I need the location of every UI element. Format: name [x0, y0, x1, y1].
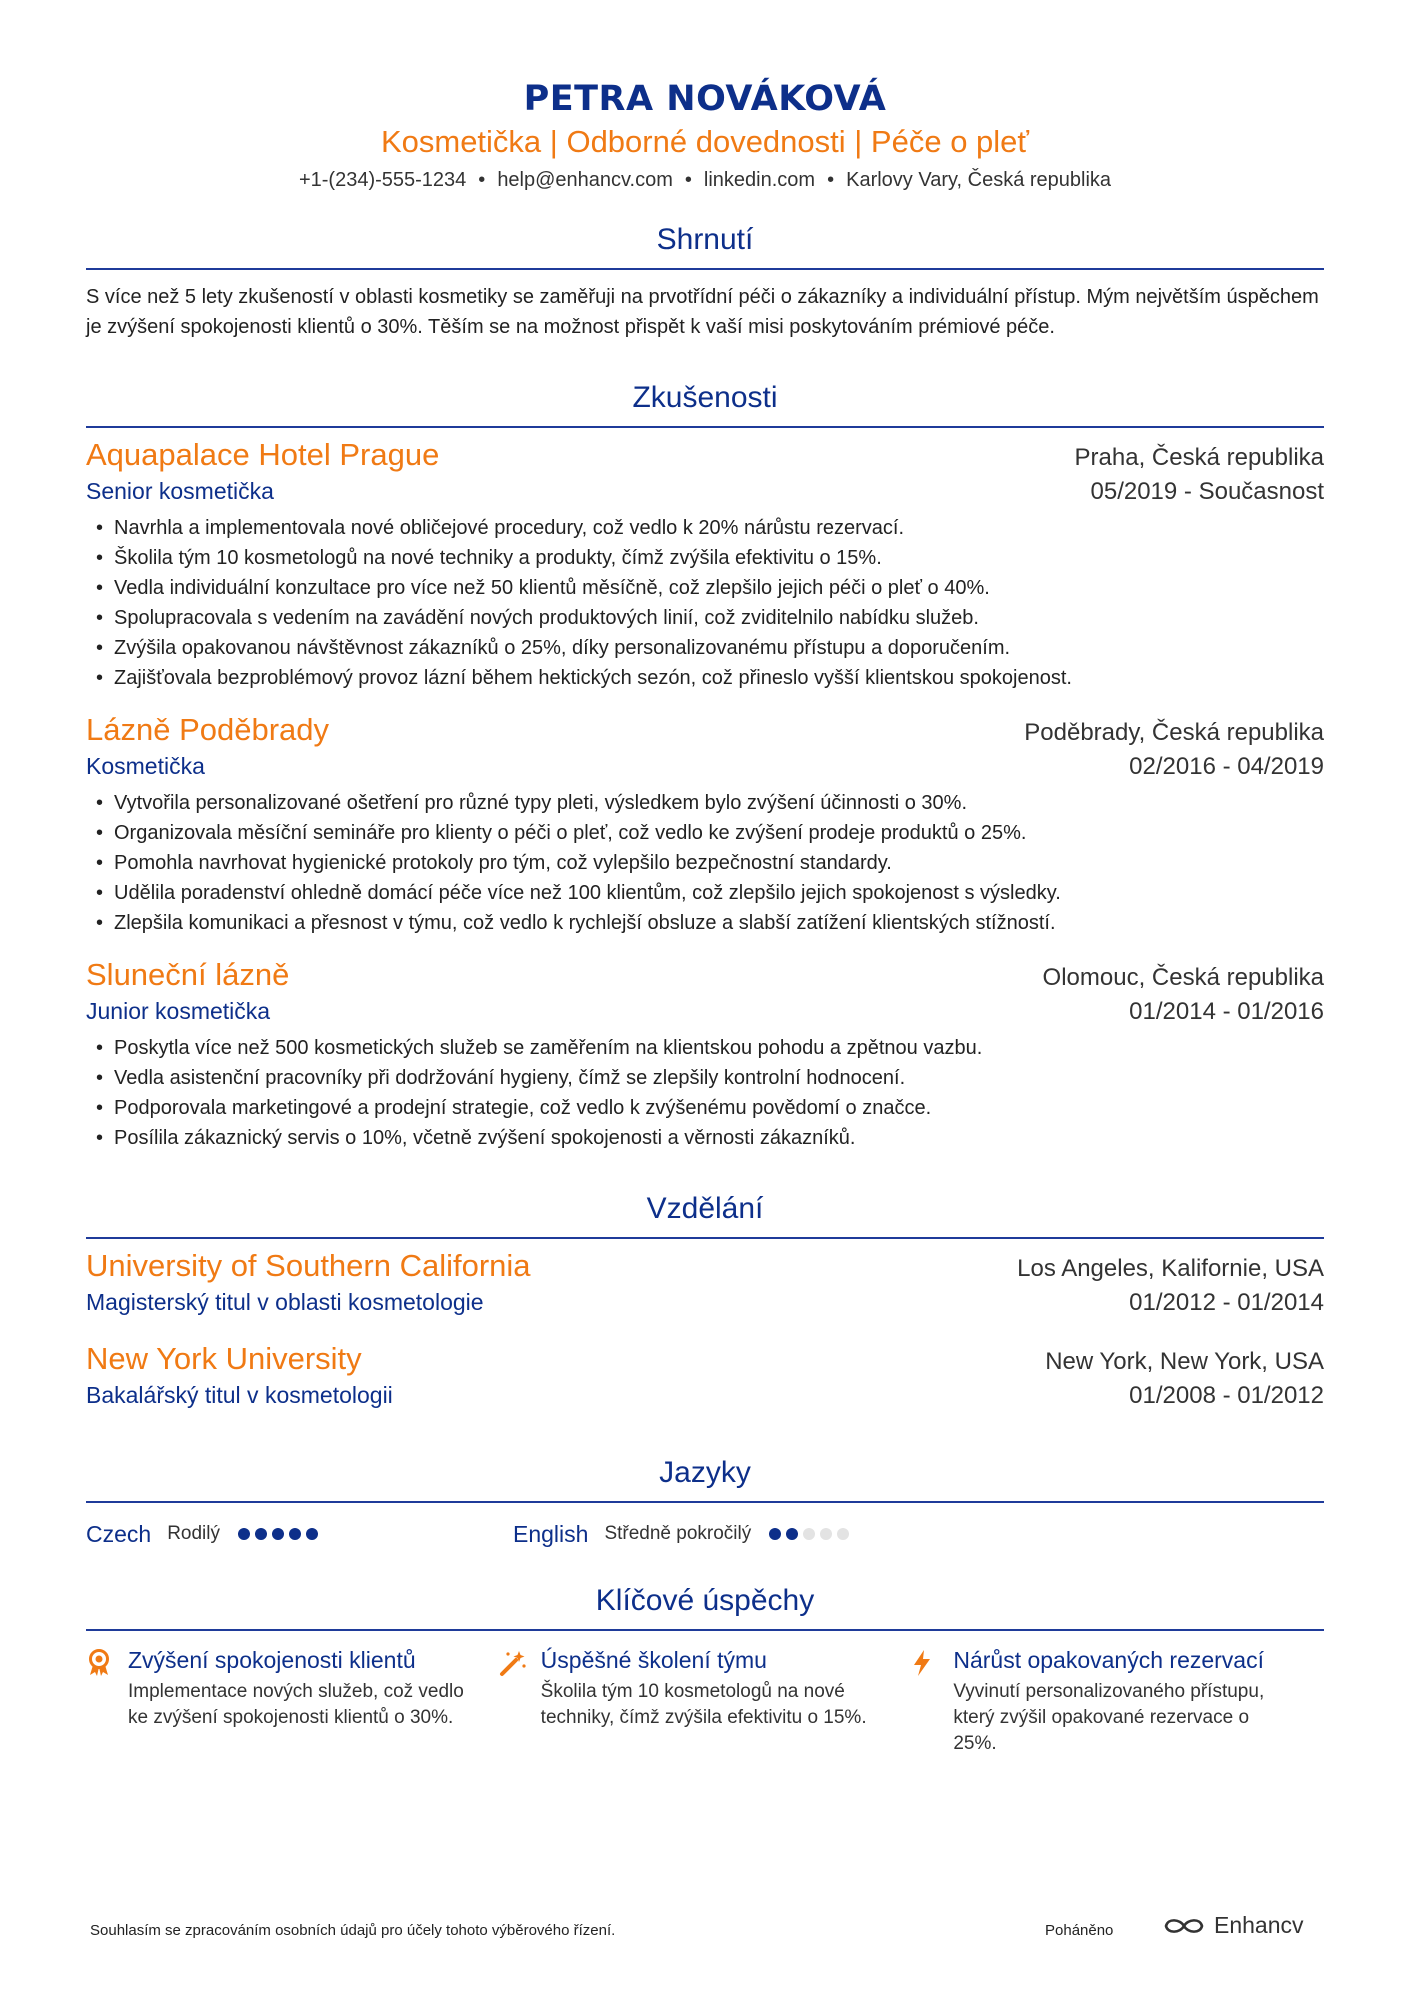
employer-name: Lázně Poděbrady [86, 712, 330, 747]
list-item: • Podporovala marketingové a prodejní strategie, což vedlo k zvýšenému povědomí o značce. [86, 1093, 1324, 1123]
experience-entry [86, 436, 1324, 693]
education-section [86, 1189, 1324, 1413]
infinity-logo-icon [1162, 1915, 1206, 1937]
achievement-desc: Implementace nových služeb, což vedlo ke zvýšení spokojenosti klientů o 30%. [128, 1681, 464, 1728]
summary-section [86, 220, 1324, 342]
list-item: • Zlepšila komunikaci a přesnost v týmu, což vedlo k rychlejší obsluze a slabší zatížení klientských stížností. [86, 908, 1324, 938]
education-dates: 01/2012 - 01/2014 [1129, 1289, 1324, 1316]
achievement-title: Úspěšné školení týmu [540, 1647, 767, 1673]
list-item: • Poskytla více než 500 kosmetických služeb se zaměřením na klientskou pohodu a zpětnou vazbu. [86, 1033, 1324, 1063]
education-entry [86, 1340, 1324, 1413]
languages-list [86, 1517, 1324, 1551]
experience-entry [86, 711, 1324, 938]
job-dates: 02/2016 - 04/2019 [1129, 753, 1324, 780]
contact-location: Karlovy Vary, Česká republika [846, 169, 1112, 191]
award-ribbon-icon [86, 1645, 128, 1757]
consent-text: Souhlasím se zpracováním osobních údajů pro účely tohoto výběrového řízení. [90, 1922, 616, 1939]
job-title: Junior kosmetička [86, 998, 271, 1024]
experience-section [86, 378, 1324, 1153]
rating-dot-filled [786, 1528, 798, 1540]
language-level: Rodilý [167, 1523, 221, 1544]
list-item: • Pomohla navrhovat hygienické protokoly pro tým, což vylepšilo bezpečnostní standardy. [86, 848, 1324, 878]
powered-by-text: Poháněno [1045, 1922, 1114, 1939]
rating-dot-filled [272, 1528, 284, 1540]
languages-section [86, 1453, 1324, 1551]
candidate-name: PETRA NOVÁKOVÁ [523, 79, 887, 119]
separator: • [684, 169, 692, 191]
job-bullets [86, 788, 1324, 938]
rating-dot-filled [769, 1528, 781, 1540]
rating-dot-empty [820, 1528, 832, 1540]
brand-name: Enhancv [1214, 1912, 1304, 1938]
magic-wand-icon [499, 1645, 541, 1757]
list-item: • Spolupracovala s vedením na zavádění nových produktových linií, což zviditelnilo nabídku služeb. [86, 603, 1324, 633]
language-name: English [513, 1520, 589, 1547]
list-item: • Organizovala měsíční semináře pro klienty o péči o pleť, což vedlo ke zvýšení prodeje produktů o 25%. [86, 818, 1324, 848]
employer-name: Aquapalace Hotel Prague [86, 437, 440, 472]
achievement-desc: Vyvinutí personalizovaného přístupu, který zvýšil opakované rezervace o 25%. [953, 1681, 1265, 1754]
achievements-list [86, 1645, 1324, 1757]
job-bullets [86, 1033, 1324, 1153]
degree: Bakalářský titul v kosmetologii [86, 1382, 393, 1408]
list-item: • Zvýšila opakovanou návštěvnost zákazníků o 25%, díky personalizovanému přístupu a doporučením. [86, 633, 1324, 663]
achievements-section [86, 1581, 1324, 1757]
achievement-item [499, 1645, 912, 1757]
education-dates: 01/2008 - 01/2012 [1129, 1382, 1324, 1409]
language-rating [769, 1528, 849, 1540]
rating-dot-filled [306, 1528, 318, 1540]
school-location: New York, New York, USA [1045, 1348, 1324, 1375]
list-item: • Udělila poradenství ohledně domácí péče více než 100 klientům, což zlepšilo jejich spokojenost s výsledky. [86, 878, 1324, 908]
school-name: University of Southern California [86, 1248, 531, 1283]
resume-header [86, 0, 1324, 194]
achievement-title: Nárůst opakovaných rezervací [953, 1647, 1264, 1673]
job-dates: 01/2014 - 01/2016 [1129, 998, 1324, 1025]
education-entry [86, 1247, 1324, 1320]
contact-linkedin[interactable]: linkedin.com [703, 169, 816, 191]
job-location: Praha, Česká republika [1074, 444, 1324, 471]
rating-dot-filled [289, 1528, 301, 1540]
list-item: • Posílila zákaznický servis o 10%, včetně zvýšení spokojenosti a věrnosti zákazníků. [86, 1123, 1324, 1153]
contact-email[interactable]: help@enhancv.com [497, 169, 673, 191]
separator: • [478, 169, 486, 191]
experience-entry [86, 956, 1324, 1153]
language-level: Středně pokročilý [604, 1523, 752, 1544]
enhancv-logo[interactable] [1162, 1912, 1304, 1939]
list-item: • Vedla individuální konzultace pro více než 50 klientů měsíčně, což zlepšilo jejich péči o pleť o 40%. [86, 573, 1324, 603]
separator: • [827, 169, 835, 191]
employer-name: Sluneční lázně [86, 957, 290, 992]
achievement-item [86, 1645, 499, 1757]
summary-text: S více než 5 lety zkušeností v oblasti kosmetiky se zaměřuji na prvotřídní péči o zákazníky a individuální přístup. Mým největším úspěchem je zvýšení spokojenosti klientů o 30%. Těším se na možnost přispět k vaší misi poskytováním prémiové péče. [86, 286, 1319, 338]
rating-dot-empty [837, 1528, 849, 1540]
section-title-languages: Jazyky [86, 1453, 1324, 1503]
job-dates: 05/2019 - Současnost [1090, 478, 1324, 505]
rating-dot-empty [803, 1528, 815, 1540]
rating-dot-filled [238, 1528, 250, 1540]
language-rating [238, 1528, 318, 1540]
rating-dot-filled [255, 1528, 267, 1540]
list-item: • Vytvořila personalizované ošetření pro různé typy pleti, výsledkem bylo zvýšení účinnosti o 30%. [86, 788, 1324, 818]
contact-phone: +1-(234)-555-1234 [298, 169, 467, 191]
job-title: Kosmetička [86, 753, 205, 779]
achievement-item [911, 1645, 1324, 1757]
list-item: • Zajišťovala bezproblémový provoz lázní během hektických sezón, což přineslo vyšší klientskou spokojenost. [86, 663, 1324, 693]
achievement-desc: Školila tým 10 kosmetologů na nové techniky, čímž zvýšila efektivitu o 15%. [540, 1681, 867, 1728]
language-item [86, 1521, 513, 1548]
list-item: • Navrhla a implementovala nové obličejové procedury, což vedlo k 20% nárůstu rezervací. [86, 513, 1324, 543]
section-title-education: Vzdělání [86, 1189, 1324, 1239]
lightning-bolt-icon [911, 1645, 953, 1757]
language-name: Czech [86, 1520, 152, 1547]
job-location: Olomouc, Česká republika [1042, 964, 1324, 991]
job-location: Poděbrady, Česká republika [1024, 719, 1324, 746]
job-title: Senior kosmetička [86, 478, 274, 504]
candidate-subtitle: Kosmetička | Odborné dovednosti | Péče o pleť [380, 124, 1030, 159]
list-item: • Školila tým 10 kosmetologů na nové techniky a produkty, čímž zvýšila efektivitu o 15%. [86, 543, 1324, 573]
section-title-summary: Shrnutí [86, 220, 1324, 270]
language-item [513, 1521, 940, 1548]
achievement-title: Zvýšení spokojenosti klientů [128, 1647, 416, 1673]
degree: Magisterský titul v oblasti kosmetologie [86, 1289, 484, 1315]
section-title-achievements: Klíčové úspěchy [86, 1581, 1324, 1631]
school-name: New York University [86, 1341, 362, 1376]
contact-line [86, 166, 1324, 194]
school-location: Los Angeles, Kalifornie, USA [1017, 1255, 1324, 1282]
section-title-experience: Zkušenosti [86, 378, 1324, 428]
job-bullets [86, 513, 1324, 693]
page-footer [90, 1910, 1410, 1950]
list-item: • Vedla asistenční pracovníky při dodržování hygieny, čímž se zlepšily kontrolní hodnocení. [86, 1063, 1324, 1093]
